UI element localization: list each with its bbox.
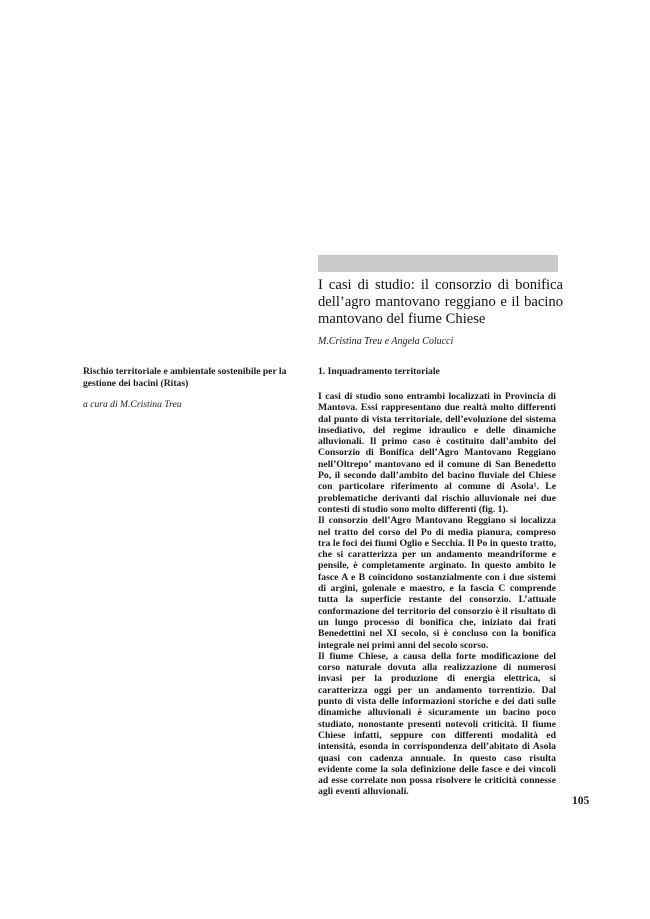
article-authors: M.Cristina Treu e Angela Colucci bbox=[318, 336, 454, 347]
body-paragraph: Il fiume Chiese, a causa della forte modificazione del corso naturale dovuta alla realizzazione di numerosi invasi per la produzione di energia elettrica, si caratterizza oggi per un andamento torrentizio. Dal punto di vista delle informazioni storiche e dei dati sulle dinamiche alluvionali è sicuramente un bacino poco studiato, nonostante presenti notevoli criticità. Il fiume Chiese infatti, seppure con differenti modalità ed intensità, esonda in corrispondenza dell’abitato di Asola quasi con cadenza annuale. In questo caso risulta evidente come la sola definizione delle fasce e dei vincoli ad esse correlate non possa risolvere le criticità connesse agli eventi alluvionali. bbox=[318, 650, 556, 798]
article-title: I casi di studio: il consorzio di bonifica dell’agro mantovano reggiano e il bacino mantovano del fiume Chiese bbox=[318, 277, 563, 327]
body-paragraph: I casi di studio sono entrambi localizzati in Provincia di Mantova. Essi rappresentano due realtà molto differenti dal punto di vista territoriale, dell’evoluzione del sistema insediativo, del regime idraulico e delle dinamiche alluvionali. Il primo caso è costituito dall’ambito del Consorzio di Bonifica dell’Agro Mantovano Reggiano nell’Oltrepo’ mantovano ed il comune di San Benedetto Po, il secondo dall’ambito del bacino fluviale del Chiese con particolare riferimento al comune di Asola¹. Le problematiche derivanti dal rischio alluvionale nei due contesti di studio sono molto differenti (fig. 1). bbox=[318, 391, 556, 515]
series-editor: a cura di M.Cristina Treu bbox=[83, 399, 182, 410]
body-paragraph: Il consorzio dell’Agro Mantovano Reggiano si localizza nel tratto del corso del Po di media pianura, compreso tra le foci dei fiumi Oglio e Secchia. Il Po in questo tratto, che si caratterizza per un andamento meandriforme e pensile, è completamente arginato. In questo ambito le fasce A e B coincidono sostanzialmente con i due sistemi di argini, golenale e maestro, e la fascia C comprende tutta la superficie restante del consorzio. L’attuale conformazione del territorio del consorzio è il risultato di un lungo processo di bonifica che, iniziato dai frati Benedettini nel XI secolo, si è concluso con la bonifica integrale nei primi anni del secolo scorso. bbox=[318, 515, 556, 651]
page-number: 105 bbox=[572, 795, 590, 807]
series-title: Rischio territoriale e ambientale sostenibile per la gestione dei bacini (Ritas) bbox=[83, 366, 287, 389]
section-body bbox=[318, 391, 556, 798]
title-band bbox=[318, 255, 558, 272]
section-heading: 1. Inquadramento territoriale bbox=[318, 366, 440, 377]
